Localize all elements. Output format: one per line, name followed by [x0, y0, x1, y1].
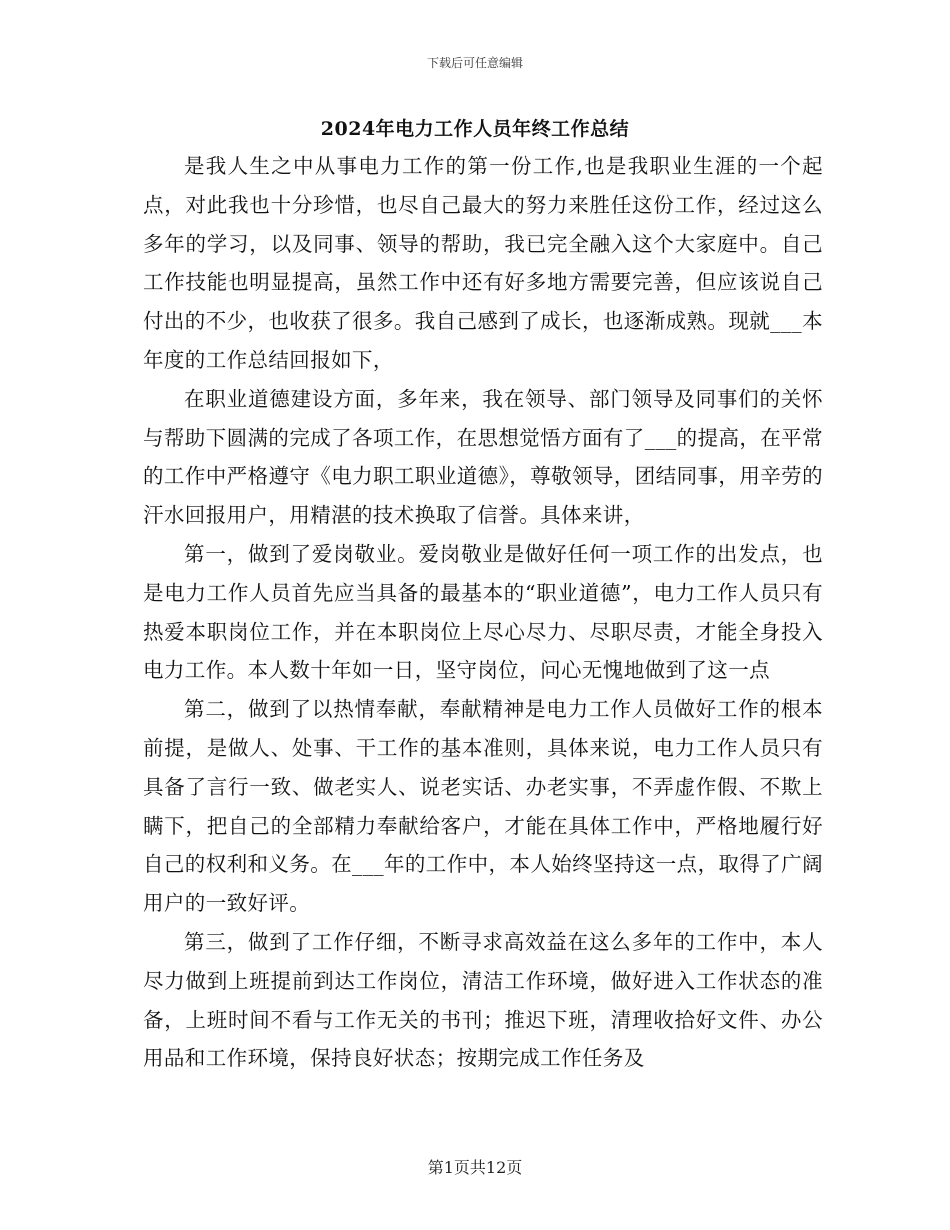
document-title: 2024年电力工作人员年终工作总结 [320, 118, 630, 140]
paragraph-second-point: 第二，做到了以热情奉献，奉献精神是电力工作人员做好工作的根本前提，是做人、处事、干工作的基本准则，具体来说，电力工作人员只有具备了言行一致、做老实人、说老实话、办老实事，不弄虚作假、不欺上瞒下，把自己的全部精力奉献给客户，才能在具体工作中，严格地履行好自己的权利和义务。在___年的工作中，本人始终坚持这一点，取得了广阔用户的一致好评。 [143, 697, 823, 916]
page-number: 第1页共12页 [427, 1158, 523, 1177]
paragraph-first-point: 第一，做到了爱岗敬业。爱岗敬业是做好任何一项工作的出发点，也是电力工作人员首先应当具备的最基本的“职业道德”，电力工作人员只有热爱本职岗位工作，并在本职岗位上尽心尽力、尽职尽责，才能全身投入电力工作。本人数十年如一日，坚守岗位，问心无愧地做到了这一点 [143, 541, 823, 683]
header-note: 下载后可任意编辑 [426, 56, 523, 70]
paragraph-third-point: 第三，做到了工作仔细，不断寻求高效益在这么多年的工作中，本人尽力做到上班提前到达工作岗位，清洁工作环境，做好进入工作状态的准备，上班时间不看与工作无关的书刊；推迟下班，清理收拾好文件、办公用品和工作环境，保持良好状态；按期完成工作任务及 [143, 929, 823, 1071]
paragraph-intro: 是我人生之中从事电力工作的第一份工作,也是我职业生涯的一个起点，对此我也十分珍惜，也尽自己最大的努力来胜任这份工作，经过这么多年的学习，以及同事、领导的帮助，我已完全融入这个大家庭中。自己工作技能也明显提高，虽然工作中还有好多地方需要完善，但应该说自己付出的不少，也收获了很多。我自己感到了成长，也逐渐成熟。现就___本年度的工作总结回报如下， [143, 154, 823, 372]
paragraph-ethics: 在职业道德建设方面，多年来，我在领导、部门领导及同事们的关怀与帮助下圆满的完成了各项工作，在思想觉悟方面有了___的提高，在平常的工作中严格遵守《电力职工职业道德》，尊敬领导，团结同事，用辛劳的汗水回报用户，用精湛的技术换取了信誉。具体来讲， [143, 386, 823, 528]
document-body [143, 147, 823, 1078]
